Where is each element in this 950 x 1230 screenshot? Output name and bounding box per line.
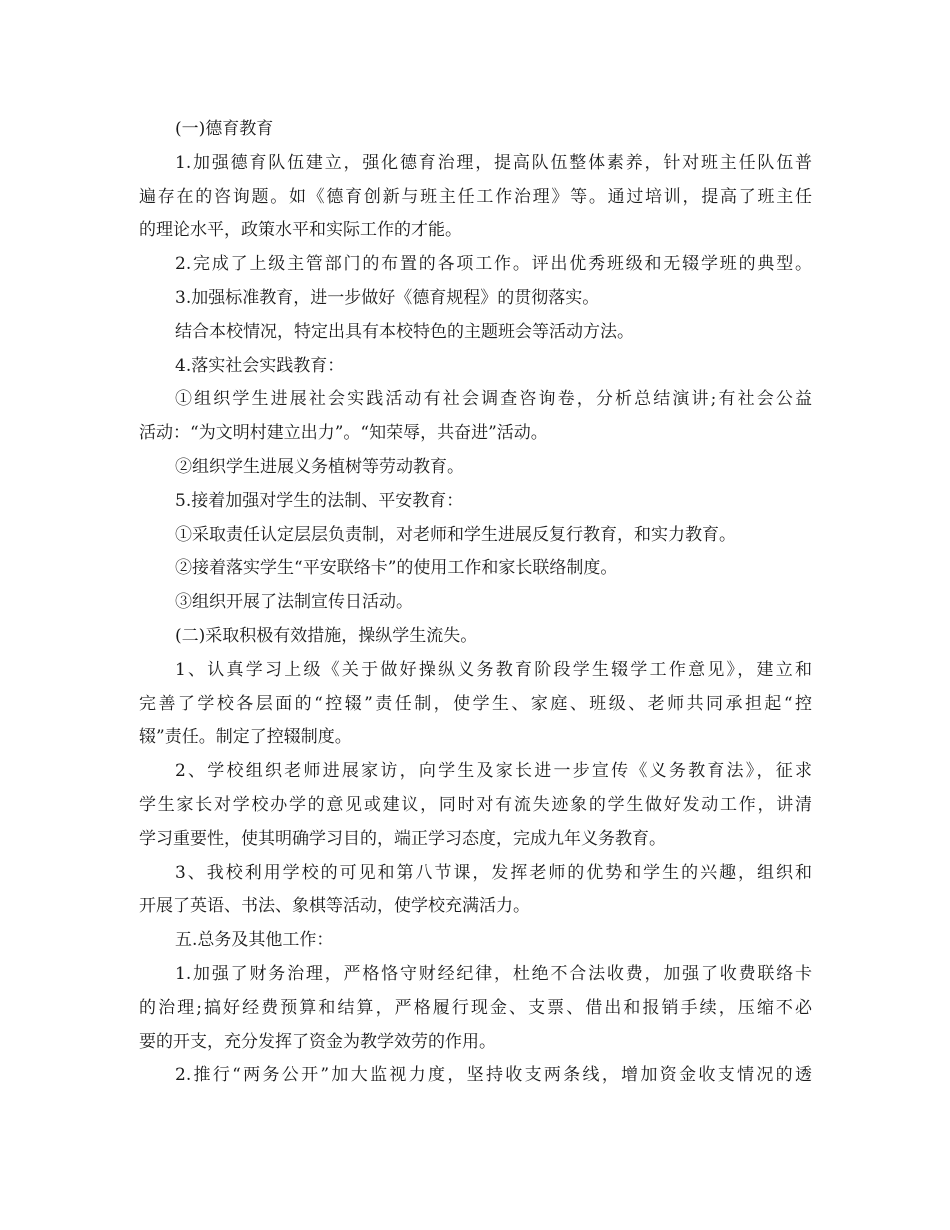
text-line: 1.加强德育队伍建立，强化德育治理，提高队伍整体素养，针对班主任队伍普	[175, 152, 812, 173]
text-line: ①组织学生进展社会实践活动有社会调查咨询卷，分析总结演讲;有社会公益	[175, 389, 812, 410]
text-line: 3.加强标准教育，进一步做好《德育规程》的贯彻落实。	[175, 287, 600, 308]
text-line: 要的开支，充分发挥了资金为教学效劳的作用。	[139, 1031, 496, 1052]
text-line: 五.总务及其他工作：	[175, 930, 334, 951]
text-line: 结合本校情况，特定出具有本校特色的主题班会等活动方法。	[175, 321, 634, 342]
text-line: 4.落实社会实践教育：	[175, 355, 345, 376]
text-line: 开展了英语、书法、象棋等活动，使学校充满活力。	[139, 896, 530, 917]
text-line: 的理论水平，政策水平和实际工作的才能。	[139, 220, 462, 241]
text-line: ②组织学生进展义务植树等劳动教育。	[175, 456, 464, 477]
text-line: 完善了学校各层面的“控辍”责任制，使学生、家庭、班级、老师共同承担起“控	[139, 693, 812, 714]
text-line: 2.完成了上级主管部门的布置的各项工作。评出优秀班级和无辍学班的典型。	[175, 254, 812, 275]
text-line: ①采取责任认定层层负责制，对老师和学生进展反复行教育，和实力教育。	[175, 524, 736, 545]
text-line: 1.加强了财务治理，严格恪守财经纪律，杜绝不合法收费，加强了收费联络卡	[175, 963, 812, 984]
text-line: 辍”责任。制定了控辍制度。	[139, 727, 352, 748]
text-line: 2.推行“两务公开”加大监视力度，坚持收支两条线，增加资金收支情况的透	[175, 1065, 812, 1086]
text-line: ③组织开展了法制宣传日活动。	[175, 592, 413, 613]
text-line: (二)采取积极有效措施，操纵学生流失。	[175, 625, 478, 646]
text-line: 1、认真学习上级《关于做好操纵义务教育阶段学生辍学工作意见》，建立和	[175, 659, 812, 680]
text-line: 3、我校利用学校的可见和第八节课，发挥老师的优势和学生的兴趣，组织和	[175, 862, 812, 883]
text-line: 5.接着加强对学生的法制、平安教育：	[175, 490, 464, 511]
text-line: 学生家长对学校办学的意见或建议，同时对有流失迹象的学生做好发动工作，讲清	[139, 794, 812, 815]
text-line: ②接着落实学生“平安联络卡”的使用工作和家长联络制度。	[175, 558, 618, 579]
text-line: 2、学校组织老师进展家访，向学生及家长进一步宣传《义务教育法》，征求	[175, 761, 812, 782]
text-line: 的治理;搞好经费预算和结算，严格履行现金、支票、借出和报销手续，压缩不必	[139, 997, 812, 1018]
text-line: 活动：“为文明村建立出力”。“知荣辱，共奋进”活动。	[139, 423, 548, 444]
text-line: 遍存在的咨询题。如《德育创新与班主任工作治理》等。通过培训，提高了班主任	[139, 186, 812, 207]
text-line: (一)德育教育	[175, 119, 274, 139]
document-body	[139, 113, 812, 1093]
text-line: 学习重要性，使其明确学习目的，端正学习态度，完成九年义务教育。	[139, 828, 666, 849]
